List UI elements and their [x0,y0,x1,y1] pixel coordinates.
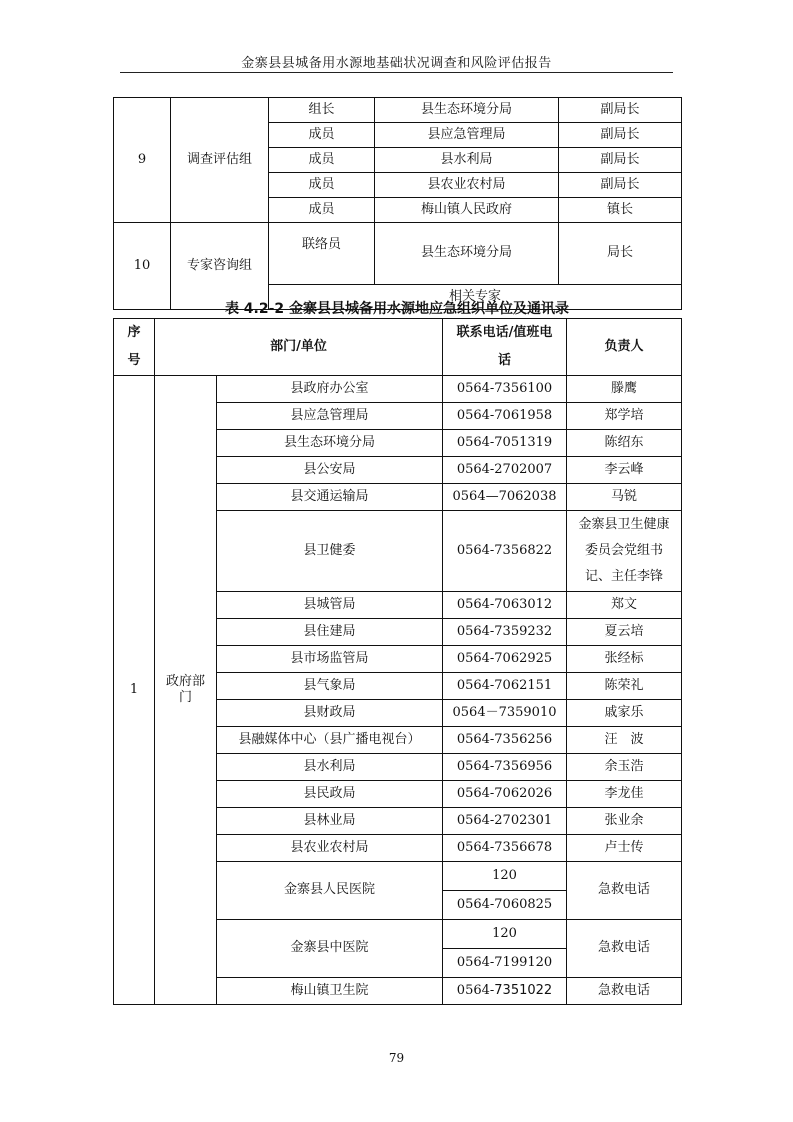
phone-cell: 0564-7359232 [443,619,567,646]
unit-cell: 县城管局 [217,592,443,619]
phone-cell: 0564—7062038 [443,484,567,511]
phone-cell: 0564-7063012 [443,592,567,619]
page-number: 79 [388,1051,405,1065]
unit-cell: 县财政局 [217,700,443,727]
header-number-line1: 序 [127,325,141,340]
column-header-unit: 部门/单位 [155,319,443,376]
table-caption: 表 4.2-2 金寨县县城备用水源地应急组织单位及通讯录 [224,301,570,317]
group-name [155,376,217,1005]
person-cell: 郑学培 [567,403,682,430]
phone-cell: 120 [443,862,567,891]
table-header-row [114,319,682,376]
group-number: 1 [114,376,155,1005]
phone-cell: 0564-7061958 [443,403,567,430]
person-cell: 张业余 [567,808,682,835]
member-role: 联络员 [269,223,375,285]
person-cell: 郑文 [567,592,682,619]
table-row [114,98,682,123]
group-number: 9 [114,98,171,223]
member-unit: 县应急管理局 [375,123,559,148]
table-row [114,376,682,403]
phone-cell: 0564-7062026 [443,781,567,808]
phone-cell: 0564-7356256 [443,727,567,754]
person-cell: 夏云培 [567,619,682,646]
column-header-phone [443,319,567,376]
person-line1: 金寨县卫生健康 [578,517,670,532]
person-cell: 李云峰 [567,457,682,484]
member-unit: 县生态环境分局 [375,98,559,123]
header-phone-line1: 联系电话/值班电 [456,325,553,340]
unit-cell: 县住建局 [217,619,443,646]
member-role: 成员 [269,173,375,198]
member-unit: 县农业农村局 [375,173,559,198]
unit-cell: 县公安局 [217,457,443,484]
person-cell: 急救电话 [567,920,682,978]
group-name: 专家咨询组 [171,223,269,310]
table-row [114,223,682,285]
unit-cell: 县民政局 [217,781,443,808]
member-role: 成员 [269,123,375,148]
phone-cell: 0564-7051319 [443,430,567,457]
header-number-line2: 号 [127,353,141,368]
member-title: 局长 [559,223,682,285]
member-title: 副局长 [559,173,682,198]
unit-cell: 县水利局 [217,754,443,781]
phone-cell: 0564-7356956 [443,754,567,781]
person-cell: 急救电话 [567,862,682,920]
phone-cell: 0564-7062151 [443,673,567,700]
person-cell: 马锐 [567,484,682,511]
group-number: 10 [114,223,171,310]
person-cell: 滕鹰 [567,376,682,403]
phone-suffix: 7351022 [494,982,553,998]
phone-cell: 0564-2702301 [443,808,567,835]
page-header-title: 金寨县县城备用水源地基础状况调查和风险评估报告 [241,56,552,71]
member-title: 镇长 [559,198,682,223]
member-title: 副局长 [559,123,682,148]
person-cell: 汪 波 [567,727,682,754]
group-name-line2: 门 [178,690,192,705]
person-cell: 张经标 [567,646,682,673]
person-line2: 委员会党组书 [584,543,663,558]
unit-cell: 县应急管理局 [217,403,443,430]
unit-cell: 县林业局 [217,808,443,835]
phone-cell: 0564-7356100 [443,376,567,403]
person-cell: 陈绍东 [567,430,682,457]
experts-cell: 相关专家 [269,285,682,310]
phone-cell: 120 [443,920,567,949]
phone-cell: 0564-2702007 [443,457,567,484]
member-unit: 县生态环境分局 [375,223,559,285]
phone-cell: 0564-7062925 [443,646,567,673]
phone-cell: 0564-7060825 [443,891,567,920]
phone-cell: 0564-7356822 [443,511,567,592]
contact-directory-table [113,318,682,1005]
unit-cell: 梅山镇卫生院 [217,978,443,1005]
unit-cell: 县市场监管局 [217,646,443,673]
member-unit: 梅山镇人民政府 [375,198,559,223]
unit-cell: 金寨县中医院 [217,920,443,978]
person-cell [567,511,682,592]
person-cell: 陈荣礼 [567,673,682,700]
phone-cell: 0564-7356678 [443,835,567,862]
unit-cell: 县气象局 [217,673,443,700]
unit-cell: 县融媒体中心（县广播电视台） [217,727,443,754]
header-phone-line2: 话 [497,353,511,368]
member-unit: 县水利局 [375,148,559,173]
member-title: 副局长 [559,148,682,173]
unit-cell: 县卫健委 [217,511,443,592]
person-cell: 卢士传 [567,835,682,862]
member-role: 组长 [269,98,375,123]
unit-cell: 县政府办公室 [217,376,443,403]
unit-cell: 金寨县人民医院 [217,862,443,920]
group-name: 调查评估组 [171,98,269,223]
person-cell: 余玉浩 [567,754,682,781]
phone-prefix: 0564- [456,982,495,998]
member-role: 成员 [269,198,375,223]
person-cell: 李龙佳 [567,781,682,808]
person-line3: 记、主任李锋 [584,569,663,584]
column-header-person: 负责人 [567,319,682,376]
unit-cell: 县农业农村局 [217,835,443,862]
person-cell: 戚家乐 [567,700,682,727]
unit-cell: 县交通运输局 [217,484,443,511]
working-group-table [113,97,682,310]
group-name-line1: 政府部 [165,673,205,689]
member-role: 成员 [269,148,375,173]
phone-cell [443,978,567,1005]
unit-cell: 县生态环境分局 [217,430,443,457]
column-header-number [114,319,155,376]
member-title: 副局长 [559,98,682,123]
phone-cell: 0564－7359010 [443,700,567,727]
person-cell: 急救电话 [567,978,682,1005]
header-divider [120,72,673,73]
phone-cell: 0564-7199120 [443,949,567,978]
